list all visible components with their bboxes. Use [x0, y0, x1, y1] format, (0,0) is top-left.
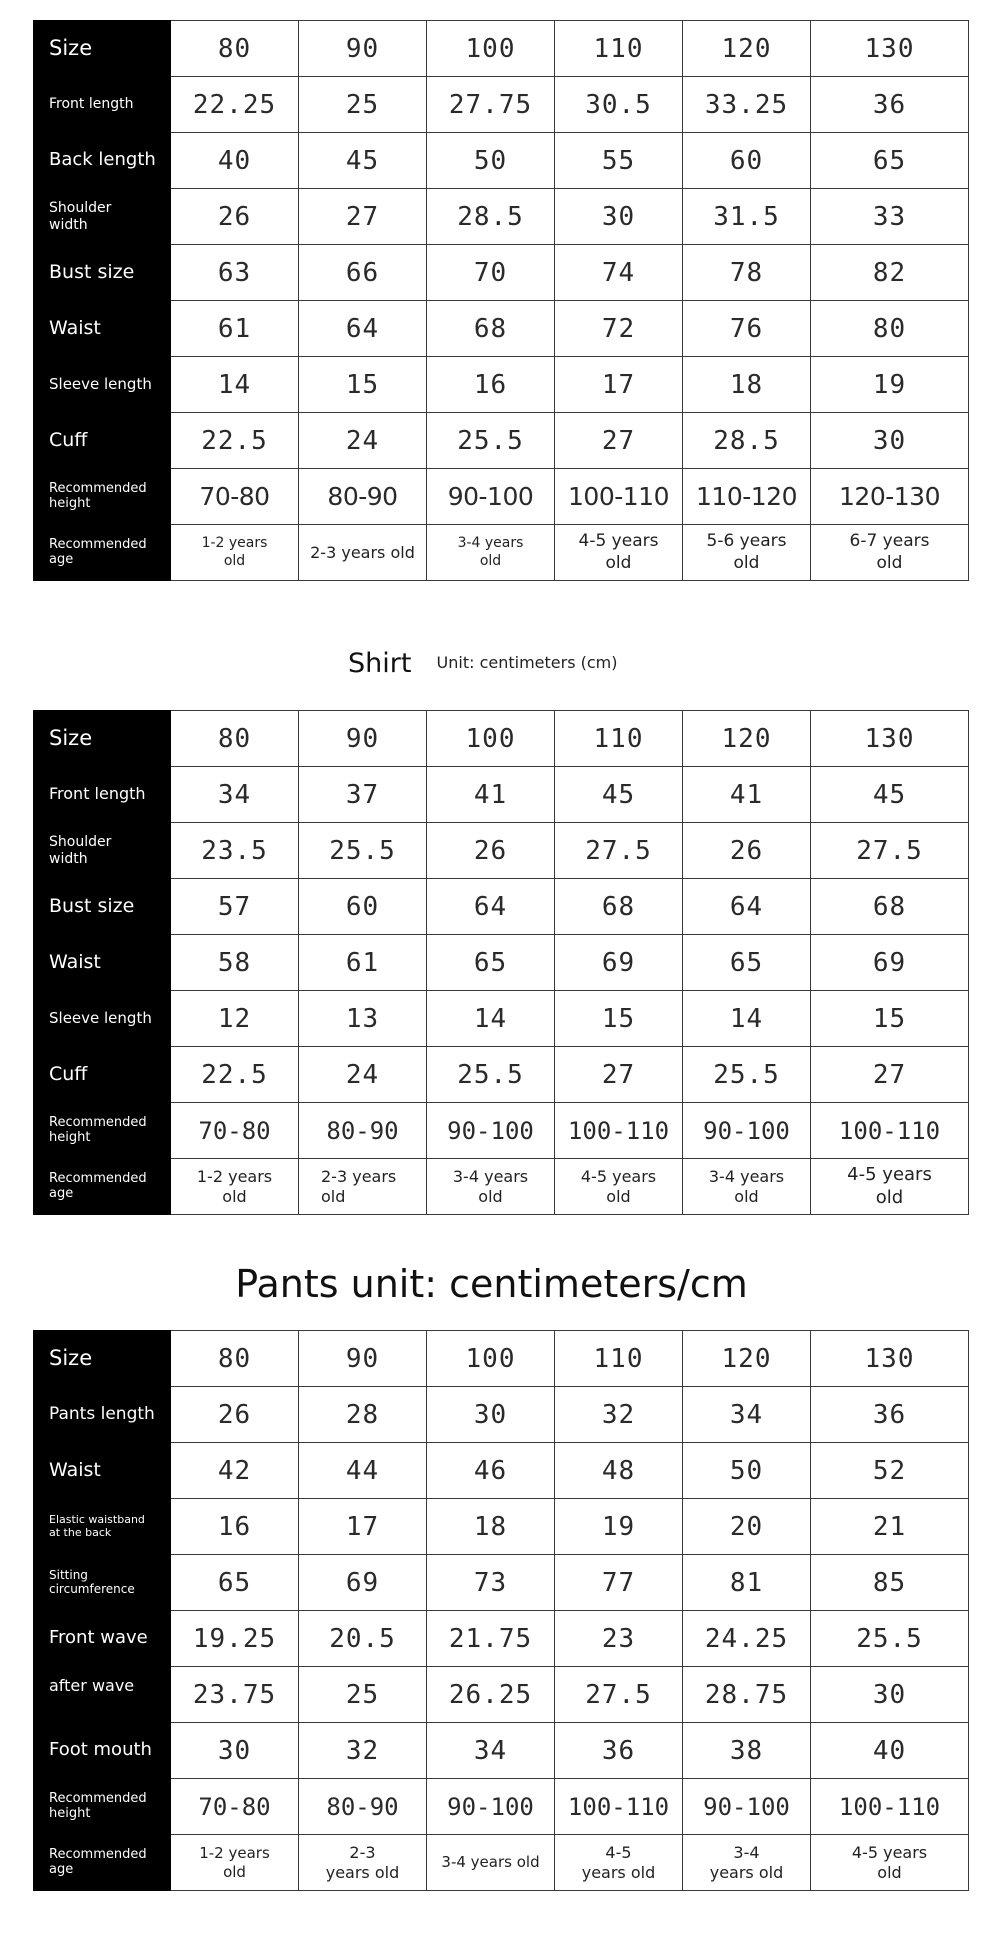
cell: 3-4 years old [683, 1835, 811, 1891]
row-label: Pants length [34, 1387, 171, 1443]
cell: 36 [811, 77, 969, 133]
cell: 31.5 [683, 189, 811, 245]
cell: 24 [299, 1047, 427, 1103]
cell: 65 [683, 935, 811, 991]
cell: 61 [299, 935, 427, 991]
row-label: Cuff [34, 1047, 171, 1103]
shirt-title-text: Shirt [348, 648, 412, 679]
cell: 33 [811, 189, 969, 245]
cell: 16 [427, 357, 555, 413]
cell: 74 [555, 245, 683, 301]
cell: 41 [683, 767, 811, 823]
cell: 64 [299, 301, 427, 357]
cell: 32 [555, 1387, 683, 1443]
pants-size-table [33, 1330, 969, 1891]
cell: 80 [811, 301, 969, 357]
cell: 61 [171, 301, 299, 357]
cell: 4-5 years old [555, 525, 683, 581]
cell: 22.5 [171, 1047, 299, 1103]
table-row-size [34, 21, 969, 77]
row-label: Bust size [34, 245, 171, 301]
cell: 90-100 [427, 1103, 555, 1159]
row-label: Recommended height [34, 1103, 171, 1159]
cell: 42 [171, 1443, 299, 1499]
row-label: Shoulder width [34, 823, 171, 879]
cell: 100-110 [811, 1103, 969, 1159]
cell: 14 [683, 991, 811, 1047]
cell: 45 [299, 133, 427, 189]
table-row-size [34, 711, 969, 767]
cell: 17 [299, 1499, 427, 1555]
cell: 44 [299, 1443, 427, 1499]
cell: 30 [811, 1667, 969, 1723]
table-row-recommended-height [34, 1103, 969, 1159]
cell: 26 [171, 189, 299, 245]
row-label: Waist [34, 1443, 171, 1499]
cell: 38 [683, 1723, 811, 1779]
row-label: Bust size [34, 879, 171, 935]
cell: 36 [555, 1723, 683, 1779]
cell: 120 [683, 21, 811, 77]
cell: 23 [555, 1611, 683, 1667]
cell: 90-100 [427, 1779, 555, 1835]
cell: 70 [427, 245, 555, 301]
cell: 55 [555, 133, 683, 189]
cell: 34 [683, 1387, 811, 1443]
cell: 22.5 [171, 413, 299, 469]
cell: 30 [811, 413, 969, 469]
cell: 90 [299, 1331, 427, 1387]
cell: 34 [427, 1723, 555, 1779]
row-label: Size [34, 1331, 171, 1387]
cell: 28 [299, 1387, 427, 1443]
table-row-bust-size [34, 879, 969, 935]
table-row-cuff [34, 413, 969, 469]
cell: 65 [171, 1555, 299, 1611]
cell: 27 [299, 189, 427, 245]
cell: 80 [171, 21, 299, 77]
table-row-recommended-age [34, 1159, 969, 1215]
cell: 100 [427, 711, 555, 767]
cell: 40 [171, 133, 299, 189]
table-row-sleeve-length [34, 357, 969, 413]
table-row-recommended-height [34, 469, 969, 525]
table-row-shoulder-width [34, 823, 969, 879]
cell: 27.5 [555, 1667, 683, 1723]
cell: 21 [811, 1499, 969, 1555]
table-row-waist [34, 1443, 969, 1499]
row-label: Sleeve length [34, 991, 171, 1047]
cell: 15 [555, 991, 683, 1047]
cell: 26 [683, 823, 811, 879]
cell: 25.5 [811, 1611, 969, 1667]
cell: 100-110 [555, 1779, 683, 1835]
cell: 100-110 [555, 1103, 683, 1159]
cell: 60 [299, 879, 427, 935]
cell: 14 [171, 357, 299, 413]
cell: 22.25 [171, 77, 299, 133]
cell: 41 [427, 767, 555, 823]
cell: 90-100 [683, 1103, 811, 1159]
table-row-recommended-height [34, 1779, 969, 1835]
cell: 16 [171, 1499, 299, 1555]
cell: 100-110 [811, 1779, 969, 1835]
table-row-sitting-circumference [34, 1555, 969, 1611]
cell: 5-6 years old [683, 525, 811, 581]
cell: 52 [811, 1443, 969, 1499]
cell: 65 [427, 935, 555, 991]
cell: 1-2 years old [171, 525, 299, 581]
cell: 27.75 [427, 77, 555, 133]
cell: 80 [171, 1331, 299, 1387]
cell: 37 [299, 767, 427, 823]
cell: 26 [427, 823, 555, 879]
cell: 58 [171, 935, 299, 991]
size-table-top [33, 20, 969, 581]
cell: 110 [555, 1331, 683, 1387]
cell: 130 [811, 1331, 969, 1387]
cell: 76 [683, 301, 811, 357]
cell: 25.5 [299, 823, 427, 879]
cell: 64 [427, 879, 555, 935]
cell: 90 [299, 21, 427, 77]
cell: 3-4 years old [683, 1159, 811, 1215]
row-label: Sitting circumference [34, 1555, 171, 1611]
cell: 72 [555, 301, 683, 357]
table-row-recommended-age [34, 525, 969, 581]
cell: 30 [427, 1387, 555, 1443]
cell: 1-2 years old [171, 1159, 299, 1215]
table-row-back-length [34, 133, 969, 189]
cell: 14 [427, 991, 555, 1047]
cell: 15 [811, 991, 969, 1047]
cell: 33.25 [683, 77, 811, 133]
table-row-front-length [34, 77, 969, 133]
row-label: Waist [34, 935, 171, 991]
cell: 19.25 [171, 1611, 299, 1667]
cell: 3-4 years old [427, 525, 555, 581]
cell: 3-4 years old [427, 1159, 555, 1215]
cell: 24 [299, 413, 427, 469]
cell: 100 [427, 1331, 555, 1387]
row-label: Back length [34, 133, 171, 189]
shirt-size-table [33, 710, 969, 1215]
row-label: Foot mouth [34, 1723, 171, 1779]
cell: 80-90 [299, 469, 427, 525]
cell: 23.5 [171, 823, 299, 879]
cell: 13 [299, 991, 427, 1047]
cell: 25.5 [427, 1047, 555, 1103]
cell: 57 [171, 879, 299, 935]
row-label: Front length [34, 767, 171, 823]
cell: 120 [683, 1331, 811, 1387]
cell: 30.5 [555, 77, 683, 133]
cell: 15 [299, 357, 427, 413]
cell: 25 [299, 77, 427, 133]
cell: 90-100 [683, 1779, 811, 1835]
cell: 64 [683, 879, 811, 935]
cell: 24.25 [683, 1611, 811, 1667]
cell: 80-90 [299, 1103, 427, 1159]
cell: 69 [811, 935, 969, 991]
cell: 73 [427, 1555, 555, 1611]
cell: 25.5 [683, 1047, 811, 1103]
cell: 19 [555, 1499, 683, 1555]
cell: 46 [427, 1443, 555, 1499]
row-label: Elastic waistband at the back [34, 1499, 171, 1555]
cell: 90 [299, 711, 427, 767]
cell: 2-3 years old [299, 525, 427, 581]
cell: 69 [555, 935, 683, 991]
table-row-recommended-age [34, 1835, 969, 1891]
cell: 2-3 years old [299, 1835, 427, 1891]
cell: 23.75 [171, 1667, 299, 1723]
cell: 12 [171, 991, 299, 1047]
row-label: after wave [34, 1667, 171, 1723]
cell: 100-110 [555, 469, 683, 525]
table-row-waist [34, 935, 969, 991]
cell: 90-100 [427, 469, 555, 525]
shirt-title [348, 648, 618, 679]
cell: 130 [811, 711, 969, 767]
cell: 1-2 years old [171, 1835, 299, 1891]
cell: 27 [555, 413, 683, 469]
table-row-cuff [34, 1047, 969, 1103]
cell: 34 [171, 767, 299, 823]
cell: 27.5 [555, 823, 683, 879]
cell: 25 [299, 1667, 427, 1723]
cell: 68 [427, 301, 555, 357]
cell: 4-5 years old [555, 1159, 683, 1215]
cell: 82 [811, 245, 969, 301]
cell: 70-80 [171, 1103, 299, 1159]
row-label: Recommended age [34, 525, 171, 581]
cell: 32 [299, 1723, 427, 1779]
cell: 20 [683, 1499, 811, 1555]
cell: 68 [555, 879, 683, 935]
row-label: Shoulder width [34, 189, 171, 245]
cell: 81 [683, 1555, 811, 1611]
cell: 26 [171, 1387, 299, 1443]
cell: 18 [427, 1499, 555, 1555]
shirt-unit-text: Unit: centimeters (cm) [436, 653, 618, 672]
cell: 28.5 [427, 189, 555, 245]
cell: 2-3 years old [299, 1159, 427, 1215]
cell: 26.25 [427, 1667, 555, 1723]
table-row-foot-mouth [34, 1723, 969, 1779]
cell: 110 [555, 21, 683, 77]
cell: 4-5 years old [811, 1835, 969, 1891]
cell: 120-130 [811, 469, 969, 525]
cell: 110-120 [683, 469, 811, 525]
row-label: Recommended age [34, 1835, 171, 1891]
table-row-waist [34, 301, 969, 357]
cell: 36 [811, 1387, 969, 1443]
cell: 48 [555, 1443, 683, 1499]
cell: 6-7 years old [811, 525, 969, 581]
cell: 100 [427, 21, 555, 77]
cell: 3-4 years old [427, 1835, 555, 1891]
cell: 85 [811, 1555, 969, 1611]
cell: 130 [811, 21, 969, 77]
cell: 4-5 years old [811, 1159, 969, 1215]
table-row-elastic-waistband [34, 1499, 969, 1555]
row-label: Sleeve length [34, 357, 171, 413]
table-row-bust-size [34, 245, 969, 301]
cell: 70-80 [171, 469, 299, 525]
cell: 25.5 [427, 413, 555, 469]
cell: 68 [811, 879, 969, 935]
pants-title: Pants unit: centimeters/cm [235, 1262, 748, 1306]
row-label: Recommended age [34, 1159, 171, 1215]
cell: 60 [683, 133, 811, 189]
row-label: Waist [34, 301, 171, 357]
cell: 30 [171, 1723, 299, 1779]
cell: 66 [299, 245, 427, 301]
cell: 28.75 [683, 1667, 811, 1723]
table-row-pants-length [34, 1387, 969, 1443]
cell: 78 [683, 245, 811, 301]
table-row-front-wave [34, 1611, 969, 1667]
cell: 77 [555, 1555, 683, 1611]
cell: 110 [555, 711, 683, 767]
cell: 4-5 years old [555, 1835, 683, 1891]
table-row-sleeve-length [34, 991, 969, 1047]
cell: 80-90 [299, 1779, 427, 1835]
cell: 120 [683, 711, 811, 767]
cell: 45 [555, 767, 683, 823]
cell: 28.5 [683, 413, 811, 469]
cell: 65 [811, 133, 969, 189]
cell: 27 [555, 1047, 683, 1103]
cell: 20.5 [299, 1611, 427, 1667]
cell: 27.5 [811, 823, 969, 879]
cell: 50 [683, 1443, 811, 1499]
cell: 63 [171, 245, 299, 301]
table-row-front-length [34, 767, 969, 823]
row-label: Size [34, 21, 171, 77]
row-label: Size [34, 711, 171, 767]
row-label: Cuff [34, 413, 171, 469]
cell: 69 [299, 1555, 427, 1611]
cell: 45 [811, 767, 969, 823]
cell: 17 [555, 357, 683, 413]
table-row-size [34, 1331, 969, 1387]
table-row-shoulder-width [34, 189, 969, 245]
cell: 80 [171, 711, 299, 767]
cell: 50 [427, 133, 555, 189]
cell: 19 [811, 357, 969, 413]
cell: 40 [811, 1723, 969, 1779]
cell: 30 [555, 189, 683, 245]
row-label: Recommended height [34, 1779, 171, 1835]
row-label: Front length [34, 77, 171, 133]
cell: 70-80 [171, 1779, 299, 1835]
row-label: Recommended height [34, 469, 171, 525]
cell: 18 [683, 357, 811, 413]
row-label: Front wave [34, 1611, 171, 1667]
cell: 21.75 [427, 1611, 555, 1667]
table-row-after-wave [34, 1667, 969, 1723]
cell: 27 [811, 1047, 969, 1103]
